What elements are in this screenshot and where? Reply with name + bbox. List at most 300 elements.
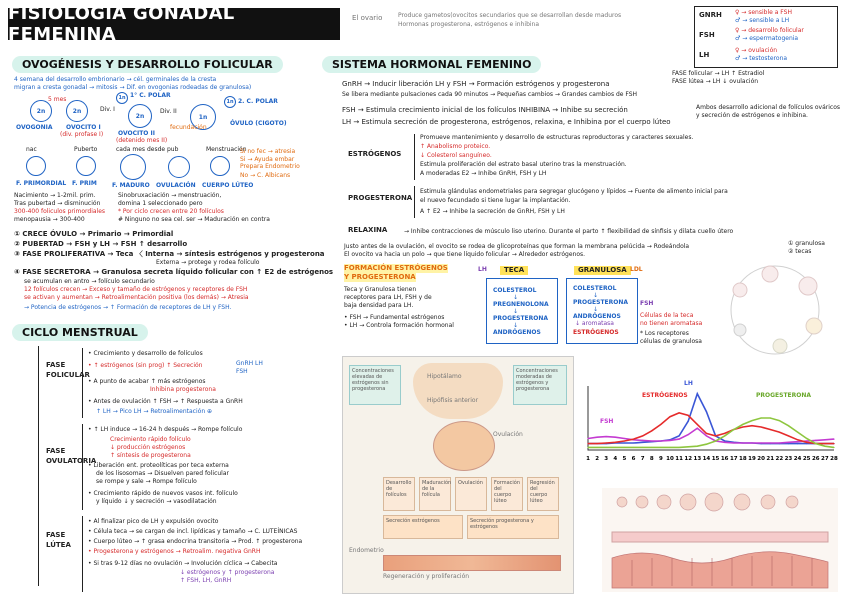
- point-estrógenos-10: [669, 416, 670, 417]
- stage-nac: nac: [26, 146, 37, 153]
- ovocito2-cell: 2n: [128, 104, 152, 128]
- legend-m1: ♂ → sensible a LH: [735, 17, 790, 24]
- ovarian-cycle-figure: [710, 260, 840, 360]
- x-tick-label: 16: [720, 456, 729, 462]
- x-tick-label: 17: [729, 456, 738, 462]
- follicle-primary-icon: [76, 156, 96, 176]
- legend-m3: ♂ → testosterona: [735, 55, 788, 62]
- point-fsh-1: [587, 438, 588, 439]
- gnrh-line2: Se libera mediante pulsaciones cada 90 minutos → Pequeñas cambios → Grandes cambios de FSH: [342, 91, 638, 98]
- x-tick-label: 9: [658, 456, 663, 462]
- point-fsh-9: [660, 440, 661, 441]
- point-fsh-19: [751, 442, 752, 443]
- point-fsh-7: [642, 440, 643, 441]
- follicle-primordial-icon: [26, 156, 46, 176]
- ovu-3b: y líquido ↓ y secreción → vasodilatación: [96, 498, 217, 505]
- gran-g5: ANDRÓGENOS: [573, 313, 621, 320]
- x-tick-label: 11: [675, 456, 683, 462]
- formacion-n1: Células de la teca: [640, 312, 694, 319]
- point-progesterona-1: [587, 447, 588, 448]
- gran-g4: ↓: [593, 306, 599, 313]
- ovu-2: • Liberación ent. proteolíticas por teca externa: [88, 462, 229, 469]
- point-estrógenos-16: [724, 433, 725, 434]
- prog-1: Estimula glándulas endometriales para segregar glucógeno y lípidos → Fuente de alimento inicial para: [420, 188, 728, 195]
- legend-gnrh: GNRH: [699, 11, 722, 19]
- x-tick-label: 2: [595, 456, 600, 462]
- diag-d4: Concentraciones moderadas de estrógenos y progesterona: [513, 365, 567, 405]
- ovario-line1: Produce gametos(ovocitos secundarios que se desarrollan desde maduros: [398, 12, 622, 19]
- follicle-mature-icon: [120, 154, 146, 180]
- corpus-luteum-icon: [210, 156, 230, 176]
- point-fsh-14: [706, 435, 707, 436]
- fol-2b: GnRH LH FSH: [236, 360, 263, 375]
- x-tick-label: 20: [757, 456, 765, 462]
- ambos-note: Ambos desarrollo adicional de folículos ováricos y secreción de estrógenos e inhibina.: [696, 104, 841, 119]
- point-fsh-11: [679, 439, 680, 440]
- x-tick-label: 19: [748, 456, 756, 462]
- point-estrógenos-27: [824, 443, 825, 444]
- relaxina-label: RELAXINA: [348, 226, 388, 234]
- ovogonia-label: OVOGONIA: [16, 124, 53, 131]
- fsh-line: FSH → Estimula crecimiento inicial de los folículos INHIBINA → Inhibe su secreción: [342, 106, 628, 114]
- ovu-bracket: [82, 424, 83, 510]
- ovario-label: El ovario: [352, 14, 383, 22]
- est-2: ↑ Anabolismo proteico.: [420, 143, 491, 150]
- relaxina-line: → Inhibe contracciones de músculo liso uterino. Durante el parto ↑ flexibilidad de sínfisis y dilata cuello útero: [404, 228, 734, 235]
- men-line: menopausia → 300-400: [14, 216, 85, 223]
- x-tick-label: 22: [775, 456, 784, 462]
- ciclo-bracket: [38, 346, 39, 586]
- point-estrógenos-11: [679, 412, 680, 413]
- formacion-t1: Teca y Granulosa tienen: [344, 286, 417, 293]
- fase-lutea-label: FASE LÚTEA: [46, 531, 71, 549]
- lut-4: • Progesterona y estrógenos → Retroalim. negativa GnRH: [88, 548, 261, 555]
- point-estrógenos-1: [587, 443, 588, 444]
- point-progesterona-20: [761, 417, 762, 418]
- point-lh-7: [642, 442, 643, 443]
- point-estrógenos-13: [697, 424, 698, 425]
- point-fsh-17: [733, 442, 734, 443]
- ovocito2-label: OVOCITO II: [118, 130, 155, 137]
- diag-d2: Hipotálamo: [427, 373, 462, 380]
- point-progesterona-9: [660, 447, 661, 448]
- teca-c1: COLESTEROL: [493, 287, 537, 294]
- point-estrógenos-23: [788, 435, 789, 436]
- x-tick-label: 25: [802, 456, 811, 462]
- x-tick-label: 7: [640, 456, 645, 462]
- point-fsh-22: [779, 442, 780, 443]
- mitosis-label: 5 mes: [48, 96, 67, 103]
- point-progesterona-5: [624, 447, 625, 448]
- justo-1: Justo antes de la ovulación, el ovocito se rodea de glicoproteínas que forman la membrana pelúcida → Rodeándola: [344, 243, 690, 250]
- ovu-1b: Crecimiento rápido folículo: [110, 436, 191, 443]
- x-tick-label: 21: [766, 456, 775, 462]
- gran-g2: ↓: [593, 292, 599, 299]
- hormonal-cycle-diagram: [342, 356, 574, 594]
- fase-ovulatoria-label: FASE OVULATORIA: [46, 447, 97, 465]
- formacion-n3: * Los receptores: [640, 330, 689, 337]
- ovocito2-sub: (detenido mes II): [116, 137, 168, 144]
- point-lh-23: [788, 443, 789, 444]
- fecund-label: fecundación: [170, 124, 207, 131]
- point-fsh-5: [624, 438, 625, 439]
- fprim-label: F. PRIMORDIAL: [16, 180, 67, 187]
- point-fsh-26: [815, 440, 816, 441]
- teca-label: TECA: [500, 266, 528, 275]
- diag-d8: Ovulación: [455, 477, 487, 511]
- point-progesterona-16: [724, 435, 725, 436]
- stage-men: Menstruación: [206, 146, 247, 153]
- est-bracket: [414, 134, 415, 180]
- point-fsh-28: [833, 439, 834, 440]
- x-tick-label: 13: [693, 456, 702, 462]
- est-1: Promueve mantenimiento y desarrollo de estructuras reproductoras y caracteres sexuales.: [420, 134, 694, 141]
- point-lh-25: [806, 443, 807, 444]
- point-progesterona-2: [597, 447, 598, 448]
- ovu-1c: ↓ producción estrógenos: [110, 444, 186, 451]
- prog-3: A ↑ E2 → Inhibe la secreción de GnRH, FSH y LH: [420, 208, 565, 215]
- point-estrógenos-15: [715, 435, 716, 436]
- point-lh-14: [706, 411, 707, 412]
- point-progesterona-10: [669, 447, 670, 448]
- stage-pub: Puberto: [74, 146, 98, 153]
- diag-d7: Maduración de la folícula: [419, 477, 451, 511]
- fprim2-label: F. PRIM: [72, 180, 97, 187]
- point-fsh-4: [615, 437, 616, 438]
- fol-2: • ↑ estrógenos (sin prog) ↑ Secreción: [88, 362, 203, 369]
- ldl-tag: LDL: [630, 266, 643, 273]
- phase-4: ④ FASE SECRETORA → Granulosa secreta líquido folicular con ↑ E2 de estrógenos: [14, 268, 334, 276]
- point-lh-24: [797, 443, 798, 444]
- fate-1: Si no fec → atresia: [240, 148, 296, 155]
- point-fsh-8: [651, 440, 652, 441]
- fol-3b: Inhibina progesterona: [150, 386, 216, 393]
- ovu-1d: ↑ síntesis de progesterona: [110, 452, 191, 459]
- chart-lh-label: LH: [684, 380, 693, 387]
- point-fsh-2: [597, 437, 598, 438]
- formacion-b1: • FSH → Fundamental estrógenos: [344, 314, 445, 321]
- point-estrógenos-24: [797, 439, 798, 440]
- point-lh-12: [688, 421, 689, 422]
- point-estrógenos-7: [642, 435, 643, 436]
- ovocito1-label: OVOCITO I: [66, 124, 101, 131]
- phase-4c: 12 folículos crecen → Exceso y tamaño de estrógenos y receptores de FSH: [24, 286, 248, 293]
- gran-g1: COLESTEROL: [573, 285, 617, 292]
- est-4: Estimula proliferación del estrato basal uterino tras la menstruación.: [420, 161, 627, 168]
- point-estrógenos-5: [624, 440, 625, 441]
- lut-3: • Cuerpo lúteo → ↑ grasa endocrina transitoria → Prod. ↑ progesterona: [88, 538, 303, 545]
- legend-fsh: FSH: [699, 31, 715, 39]
- point-progesterona-19: [751, 420, 752, 421]
- diag-d3: Hipófisis anterior: [427, 397, 479, 404]
- lh-tag-1: LH: [478, 266, 487, 273]
- x-tick-label: 24: [793, 456, 802, 462]
- point-lh-11: [679, 435, 680, 436]
- fsh-tag: FSH: [640, 300, 654, 307]
- point-fsh-20: [761, 442, 762, 443]
- x-tick-label: 12: [684, 456, 693, 462]
- teca-c7: ANDRÓGENOS: [493, 329, 541, 336]
- point-estrógenos-22: [779, 431, 780, 432]
- prog-bracket: [414, 186, 415, 218]
- diag-d9: Formación del cuerpo lúteo: [491, 477, 523, 511]
- ovocito1-sub: (div. profase I): [60, 131, 104, 138]
- legend-lh: LH: [699, 51, 710, 59]
- x-tick-label: 15: [711, 456, 720, 462]
- point-estrógenos-8: [651, 430, 652, 431]
- teca-c4: ↓: [513, 308, 519, 315]
- granulosa-cell: [566, 278, 638, 344]
- ovu-2b: de los lisosomas → Disuelven pared folicular: [96, 470, 229, 477]
- point-progesterona-22: [779, 420, 780, 421]
- point-progesterona-21: [770, 417, 771, 418]
- est-3: ↓ Colesterol sanguíneo.: [420, 152, 492, 159]
- point-fsh-12: [688, 434, 689, 435]
- point-fsh-10: [669, 440, 670, 441]
- point-progesterona-23: [788, 425, 789, 426]
- point-fsh-3: [606, 436, 607, 437]
- point-progesterona-26: [815, 443, 816, 444]
- fol-4: • Antes de ovulación ↑ FSH → ↑ Respuesta a GnRH: [88, 398, 243, 405]
- lut-7: ↑ FSH, LH, GnRH: [180, 577, 232, 584]
- fase-fol-note: FASE folicular → LH ↑ Estradiol: [672, 70, 765, 77]
- ovary-shape: [433, 421, 495, 471]
- diag-d1: Concentraciones elevadas de estrógenos sin progesterona: [349, 365, 401, 405]
- point-estrógenos-3: [606, 442, 607, 443]
- c300-line: 300-400 foliculos primordiales: [14, 208, 106, 215]
- chart-est-label: ESTRÓGENOS: [642, 392, 688, 399]
- point-progesterona-3: [606, 447, 607, 448]
- ovulo-cell: 1n: [190, 104, 216, 130]
- polar2-label: 2. C. POLAR: [238, 98, 278, 105]
- legend-m2: ♂ → espermatogenia: [735, 35, 799, 42]
- hormone-legend: [694, 6, 838, 68]
- pituitary-shape: [413, 363, 503, 419]
- point-fsh-24: [797, 441, 798, 442]
- point-progesterona-7: [642, 447, 643, 448]
- page-title: FISIOLOGÍA GONADAL FEMENINA: [8, 8, 340, 40]
- ciclo-header: CICLO MENSTRUAL: [12, 324, 148, 341]
- fol-5: ↑ LH → Pico LH → Retroalimentación ⊕: [96, 408, 213, 415]
- point-lh-6: [633, 442, 634, 443]
- gnrh-line1: GnRH → Inducir liberación LH y FSH → Formación estrógenos y progesterona: [342, 80, 610, 88]
- prog-2: el nuevo fecundado si tiene lugar la implantación.: [420, 197, 571, 204]
- ovario-line2: Hormonas progesterona, estrógenos e inhibina: [398, 21, 540, 28]
- justo-4: ② tecas: [788, 248, 812, 255]
- diag-d10: Regresión del cuerpo lúteo: [527, 477, 559, 511]
- x-tick-label: 3: [604, 456, 609, 462]
- point-lh-13: [697, 393, 698, 394]
- teca-c6: ↓: [513, 322, 519, 329]
- fase-folicular-label: FASE FOLICULAR: [46, 361, 90, 379]
- formacion-title2: Y PROGESTERONA: [344, 273, 416, 281]
- lut-1: • Al finalizar pico de LH y expulsión ovocito: [88, 518, 219, 525]
- fmaduro-label: F. MADURO: [112, 182, 150, 189]
- teca-c5: PROGESTERONA: [493, 315, 549, 322]
- diag-d5: Ovulación: [493, 431, 523, 438]
- point-progesterona-15: [715, 440, 716, 441]
- chart-fsh-label: FSH: [600, 418, 614, 425]
- point-estrógenos-6: [633, 439, 634, 440]
- endometrium-band: [383, 555, 561, 571]
- point-fsh-16: [724, 442, 725, 443]
- legend-f1: ♀ → sensible a FSH: [735, 9, 792, 16]
- phase-3b: Externa → protege y rodea folículo: [156, 259, 260, 266]
- ovu-2c: se rompe y sale → Rompe folículo: [96, 478, 197, 485]
- formacion-t3: baja densidad para LH.: [344, 302, 414, 309]
- x-tick-label: 18: [739, 456, 747, 462]
- ovarian-uterine-figure: [602, 488, 838, 592]
- point-fsh-27: [824, 439, 825, 440]
- ovog-l2: migran a cresta gonadal → mitosis → Dif. en ovogonias rodeadas de granulosa): [14, 84, 252, 91]
- formacion-t2: receptores para LH, FSH y de: [344, 294, 432, 301]
- diag-d13: Endometrio: [349, 547, 384, 554]
- point-progesterona-12: [688, 446, 689, 447]
- point-progesterona-24: [797, 431, 798, 432]
- lut-5: • Si tras 9-12 días no ovulación → Involución cíclica → Cabecita: [88, 560, 278, 567]
- diag-d12: Secreción progesterona y estrógenos: [467, 515, 559, 539]
- x-tick-label: 28: [830, 456, 838, 462]
- legend-f2: ♀ → desarrollo folicular: [735, 27, 804, 34]
- sistema-header: SISTEMA HORMONAL FEMENINO: [322, 56, 541, 73]
- x-tick-label: 1: [586, 456, 590, 462]
- teca-c3: PREGNENOLONA: [493, 301, 549, 308]
- phase-1: ① CRECE ÓVULO → Primario → Primordial: [14, 230, 174, 238]
- ovog-l1: 4 semana del desarrollo embrionario → cél. germinales de la cresta: [14, 76, 217, 83]
- point-progesterona-13: [697, 446, 698, 447]
- nac-line: Nacimiento → 1-2mil. prim.: [14, 192, 96, 199]
- point-progesterona-28: [833, 447, 834, 448]
- point-estrógenos-12: [688, 415, 689, 416]
- phase-4b: se acumulan en antro → folículo secundario: [24, 278, 155, 285]
- hormone-chart: [580, 380, 842, 464]
- point-progesterona-14: [706, 444, 707, 445]
- phase-2: ② PUBERTAD → FSH y LH → FSH ↑ desarrollo: [14, 240, 188, 248]
- fol-1: • Crecimiento y desarrollo de folículos: [88, 350, 203, 357]
- point-estrógenos-20: [761, 426, 762, 427]
- x-tick-label: 5: [622, 456, 627, 462]
- fate-4: No → C. Albicans: [240, 172, 291, 179]
- lut-2: • Célula teca → se cargan de incl. lipídicas y tamaño → C. LUTEÍNICAS: [88, 528, 298, 535]
- div1-label: Div. I: [100, 106, 115, 113]
- lh-line: LH → Estimula secreción de progesterona, estrógenos, relaxina, e Inhibina por el cuerpo lúteo: [342, 118, 671, 126]
- x-tick-label: 8: [649, 456, 654, 462]
- point-estrógenos-19: [751, 425, 752, 426]
- ovogenesis-header: OVOGÉNESIS Y DESARROLLO FOLICULAR: [12, 56, 283, 73]
- diag-d11: Secreción estrógenos: [383, 515, 463, 539]
- point-estrógenos-21: [770, 429, 771, 430]
- point-fsh-18: [742, 442, 743, 443]
- legend-f3: ♀ → ovulación: [735, 47, 778, 54]
- gran-g3: PROGESTERONA: [573, 299, 629, 306]
- div2-label: Div. II: [160, 108, 177, 115]
- x-tick-label: 14: [702, 456, 711, 462]
- fol-bracket: [82, 348, 83, 418]
- series-line-lh: [588, 394, 834, 444]
- cuerpo-label: CUERPO LÚTEO: [202, 182, 254, 189]
- sel-4: # Ninguno no sea cel. ser → Maduración en contra: [118, 216, 270, 223]
- stage-mes: cada mes desde pub: [116, 146, 179, 153]
- ovulacion-label: OVULACIÓN: [156, 182, 196, 189]
- fate-2: Si → Ayuda embar: [240, 156, 295, 163]
- teca-c2: ↓: [513, 294, 519, 301]
- point-progesterona-25: [806, 438, 807, 439]
- point-progesterona-17: [733, 429, 734, 430]
- x-tick-label: 10: [666, 456, 674, 462]
- sel-2: domina 1 seleccionado pero: [118, 200, 203, 207]
- gran-g7: ESTRÓGENOS: [573, 329, 619, 336]
- justo-3: ① granulosa: [788, 240, 825, 247]
- point-fsh-23: [788, 442, 789, 443]
- point-estrógenos-2: [597, 443, 598, 444]
- pub-line: Tras pubertad → disminución: [14, 200, 101, 207]
- diag-d14: Regeneración y proliferación: [383, 573, 470, 580]
- point-progesterona-4: [615, 447, 616, 448]
- fate-3: Prepara Endometrio: [240, 163, 300, 170]
- progesterona-label: PROGESTERONA: [348, 194, 413, 202]
- point-estrógenos-18: [742, 426, 743, 427]
- x-tick-label: 26: [811, 456, 820, 462]
- point-fsh-21: [770, 442, 771, 443]
- point-progesterona-11: [679, 447, 680, 448]
- point-estrógenos-14: [706, 433, 707, 434]
- justo-2: El ovocito va hacia un polo → que tiene líquido folicular → Alrededor estrógenos.: [344, 251, 586, 258]
- chart-prog-label: PROGESTERONA: [756, 392, 812, 399]
- ovocito1-cell: 2n: [66, 100, 88, 122]
- ovu-1: • ↑ LH induce → 16-24 h después → Rompe folículo: [88, 426, 243, 433]
- phase-4d: se activan y aumentan → Retroalimentación positiva (los demás) → Atresia: [24, 294, 249, 301]
- ovulo-label: ÓVULO (CIGOTO): [230, 120, 287, 127]
- phase-4e: → Potencia de estrógenos → ↑ Formación de receptores de LH y FSH.: [24, 304, 232, 311]
- fase-lut-note: FASE lútea → LH ↓ ovulación: [672, 78, 759, 85]
- point-progesterona-8: [651, 447, 652, 448]
- formacion-title1: FORMACIÓN ESTRÓGENOS: [344, 264, 448, 272]
- formacion-n2: no tienen aromatasa: [640, 320, 703, 327]
- formacion-n4: células de granulosa: [640, 338, 702, 345]
- polar1-label: 1° C. POLAR: [130, 92, 171, 99]
- formacion-b2: • LH → Controla formación hormonal: [344, 322, 454, 329]
- x-tick-label: 23: [784, 456, 793, 462]
- ovu-3: • Crecimiento rápido de nuevos vasos int. folículo: [88, 490, 238, 497]
- ovogonia-cell: 2n: [30, 100, 52, 122]
- point-fsh-13: [697, 428, 698, 429]
- lut-bracket: [82, 516, 83, 592]
- point-estrógenos-25: [806, 442, 807, 443]
- x-tick-label: 4: [613, 456, 618, 462]
- fol-3: • A punto de acabar ↑ más estrógenos: [88, 378, 206, 385]
- point-estrógenos-28: [833, 443, 834, 444]
- gran-g6: ↓ aromatasa: [575, 320, 614, 327]
- point-estrógenos-9: [660, 424, 661, 425]
- sel-3: * Por ciclo crecen entre 20 folículos: [118, 208, 224, 215]
- point-lh-5: [624, 442, 625, 443]
- polar2-cell: 1n: [224, 96, 236, 108]
- ovulation-icon: [168, 156, 190, 178]
- diag-d6: Desarrollo de folículos: [383, 477, 415, 511]
- point-estrógenos-4: [615, 442, 616, 443]
- estrogenos-label: ESTRÓGENOS: [348, 150, 402, 158]
- x-tick-label: 27: [821, 456, 829, 462]
- est-5: A moderadas E2 → Inhibe GnRH, FSH y LH: [420, 170, 547, 177]
- polar1-cell: 1n: [116, 92, 128, 104]
- teca-cell: [486, 278, 558, 344]
- phase-3: ③ FASE PROLIFERATIVA → Teca 〈 Interna → síntesis estrógenos y progesterona: [14, 250, 325, 258]
- lut-6: ↓ estrógenos y ↑ progesterona: [180, 569, 275, 576]
- sel-1: Sinobruxaciación → menstruación,: [118, 192, 222, 199]
- point-progesterona-18: [742, 424, 743, 425]
- point-progesterona-6: [633, 447, 634, 448]
- point-progesterona-27: [824, 446, 825, 447]
